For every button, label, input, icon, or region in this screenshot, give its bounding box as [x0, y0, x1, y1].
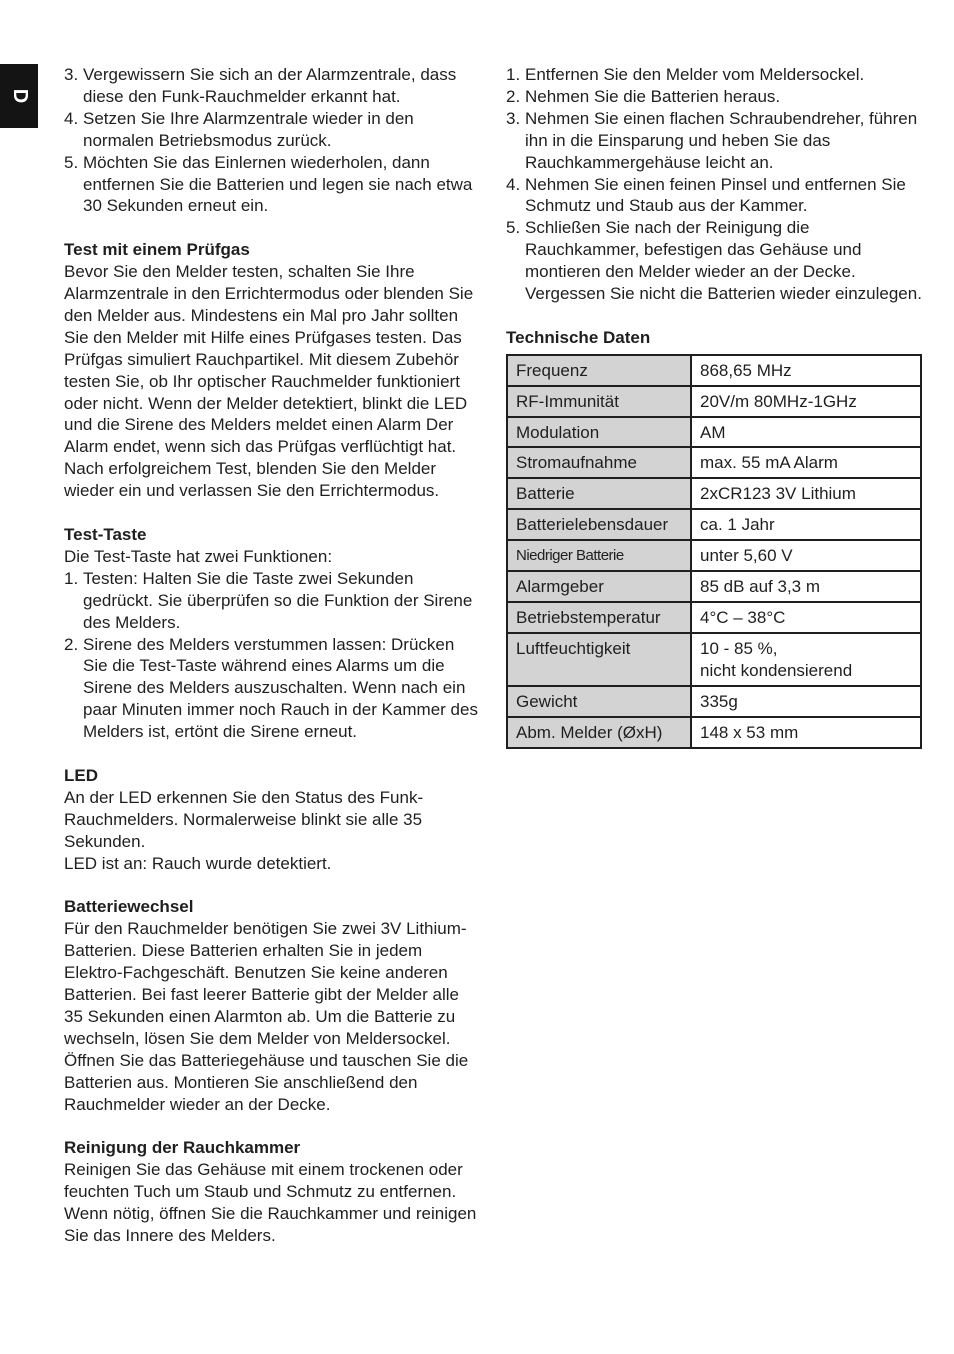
left-column — [64, 64, 482, 1247]
test-gas-body: Bevor Sie den Melder testen, schalten Sie Ihre Alarmzentrale in den Errichtermodus oder blenden Sie den Melder aus. Mindestens ein Mal pro Jahr sollten Sie den Melder mit Hilfe eines Prüfgases testen. Das Prüfgas simuliert Rauchpartikel. Mit diesem Zubehör testen Sie, ob Ihr optischer Rauchmelder funktioniert oder nicht. Wenn der Melder detektiert, blinkt die LED und die Sirene des Melders meldet einen Alarm Der Alarm endet, wenn sich das Prüfgas verflüchtigt hat. Nach erfolgreichem Test, blenden Sie den Melder wieder ein und verlassen Sie den Errichtermodus. — [64, 262, 474, 501]
table-row — [507, 633, 921, 686]
right-column — [506, 64, 924, 749]
list-item: 2. Nehmen Sie die Batterien heraus. — [506, 86, 781, 106]
table-row — [507, 717, 921, 748]
table-key: RF-Immunität — [507, 386, 691, 417]
table-key: Modulation — [507, 417, 691, 448]
language-tab-label: D — [8, 88, 31, 104]
table-value: AM — [691, 417, 921, 448]
table-row — [507, 509, 921, 540]
table-key: Stromaufnahme — [507, 447, 691, 478]
table-key: Gewicht — [507, 686, 691, 717]
list-item: 3. Vergewissern Sie sich an der Alarmzentrale, dass diese den Funk-Rauchmelder erkannt hat. — [64, 65, 457, 106]
table-row — [507, 417, 921, 448]
table-value: 148 x 53 mm — [691, 717, 921, 748]
table-key: Batterie — [507, 478, 691, 509]
table-key: Frequenz — [507, 355, 691, 386]
table-key: Betriebstemperatur — [507, 602, 691, 633]
list-item: 3. Nehmen Sie einen flachen Schraubendreher, führen ihn in die Einsparung und heben Sie das Rauchkammergehäuse leicht an. — [506, 108, 918, 172]
language-tab — [0, 64, 38, 128]
list-item: 5. Schließen Sie nach der Reinigung die Rauchkammer, befestigen das Gehäuse und montieren den Melder wieder an der Decke. Vergessen Sie nicht die Batterien wieder einzulegen. — [506, 218, 922, 304]
battery-heading: Batteriewechsel — [64, 897, 194, 917]
tech-data-heading: Technische Daten — [506, 327, 651, 347]
table-value: 2xCR123 3V Lithium — [691, 478, 921, 509]
cleaning-steps-list — [506, 64, 924, 305]
led-body-2: LED ist an: Rauch wurde detektiert. — [64, 853, 332, 873]
table-row — [507, 355, 921, 386]
test-button-list — [64, 568, 482, 743]
table-row — [507, 571, 921, 602]
led-body: An der LED erkennen Sie den Status des Funk-Rauchmelders. Normalerweise blinkt sie alle 35 Sekunden. — [64, 787, 424, 851]
list-item: 2. Sirene des Melders verstummen lassen: Drücken Sie die Test-Taste während eines Alarms um die Sirene des Melders auszuschalten. Wenn nach ein paar Minuten immer noch Rauch in der Kammer des Melders ist, ertönt die Sirene erneut. — [64, 634, 478, 742]
list-item: 4. Nehmen Sie einen feinen Pinsel und entfernen Sie Schmutz und Staub aus der Kammer. — [506, 174, 906, 216]
list-item: 4. Setzen Sie Ihre Alarmzentrale wieder in den normalen Betriebsmodus zurück. — [64, 108, 414, 150]
table-row — [507, 478, 921, 509]
table-value: 10 - 85 %, nicht kondensierend — [691, 633, 921, 686]
led-heading: LED — [64, 765, 98, 785]
list-item: 1. Testen: Halten Sie die Taste zwei Sekunden gedrückt. Sie überprüfen so die Funktion der Sirene des Melders. — [64, 568, 473, 632]
table-row — [507, 686, 921, 717]
table-value: 868,65 MHz — [691, 355, 921, 386]
table-key: Abm. Melder (ØxH) — [507, 717, 691, 748]
table-value: ca. 1 Jahr — [691, 509, 921, 540]
list-item: 5. Möchten Sie das Einlernen wiederholen, dann entfernen Sie die Batterien und legen sie nach etwa 30 Sekunden erneut ein. — [64, 152, 473, 216]
test-button-intro: Die Test-Taste hat zwei Funktionen: — [64, 546, 333, 566]
table-key: Batterielebensdauer — [507, 509, 691, 540]
table-value: max. 55 mA Alarm — [691, 447, 921, 478]
table-key: Niedriger Batterie — [507, 540, 691, 571]
table-key: Alarmgeber — [507, 571, 691, 602]
setup-steps-list — [64, 64, 482, 217]
table-value: 335g — [691, 686, 921, 717]
table-value: 20V/m 80MHz-1GHz — [691, 386, 921, 417]
table-row — [507, 386, 921, 417]
test-button-heading: Test-Taste — [64, 525, 147, 544]
cleaning-body: Reinigen Sie das Gehäuse mit einem trockenen oder feuchten Tuch um Staub und Schmutz zu entfernen. Wenn nötig, öffnen Sie die Rauchkammer und reinigen Sie das Innere des Melders. — [64, 1160, 477, 1245]
table-row — [507, 602, 921, 633]
table-value: 85 dB auf 3,3 m — [691, 571, 921, 602]
table-value: 4°C – 38°C — [691, 602, 921, 633]
table-row — [507, 540, 921, 571]
table-value: unter 5,60 V — [691, 540, 921, 571]
list-item: 1. Entfernen Sie den Melder vom Meldersockel. — [506, 65, 865, 84]
test-gas-heading: Test mit einem Prüfgas — [64, 240, 250, 260]
table-key: Luftfeuchtigkeit — [507, 633, 691, 686]
battery-body: Für den Rauchmelder benötigen Sie zwei 3V Lithium-Batterien. Diese Batterien erhalten Sie in jedem Elektro-Fachgeschäft. Benutzen Sie keine anderen Batterien. Bei fast leerer Batterie gibt der Melder alle 35 Sekunden einen Alarmton ab. Um die Batterie zu wechseln, lösen Sie dem Melder von Meldersockel. Öffnen Sie das Batteriegehäuse und tauschen Sie die Batterien aus. Montieren Sie anschließend den Rauchmelder wieder an der Decke. — [64, 919, 469, 1114]
table-row — [507, 447, 921, 478]
tech-data-table — [506, 354, 922, 749]
cleaning-heading: Reinigung der Rauchkammer — [64, 1138, 301, 1158]
